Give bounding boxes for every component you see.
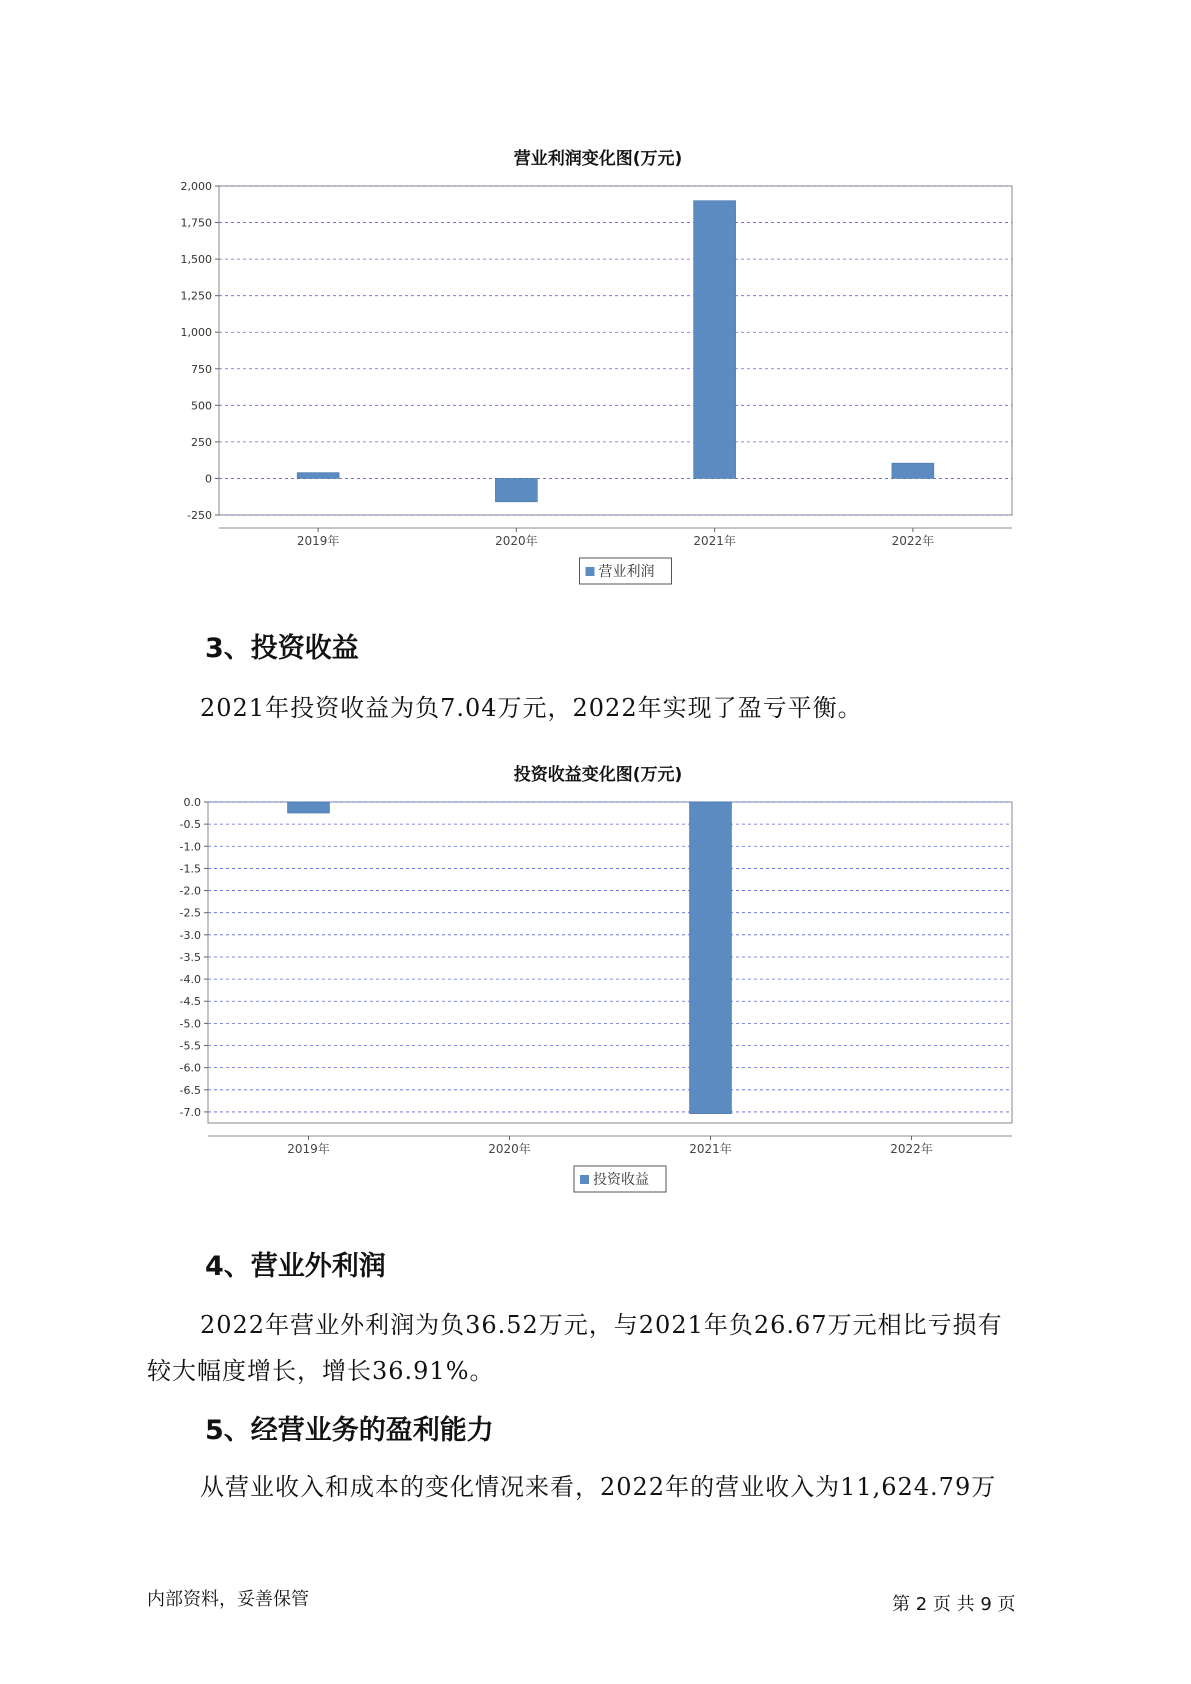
plot-area — [208, 802, 1012, 1123]
y-tick-label: 0.0 — [183, 796, 201, 809]
x-tick-label: 2022年 — [891, 534, 935, 548]
y-tick-label: 1,250 — [180, 289, 212, 303]
y-tick-label: 500 — [191, 399, 212, 413]
bar — [297, 473, 339, 479]
y-tick-label: -4.5 — [179, 995, 201, 1009]
x-tick-label: 2021年 — [693, 534, 736, 548]
y-tick-label: -5.0 — [179, 1017, 201, 1031]
section4-paragraph-line2: 较大幅度增长，增长36.91%。 — [147, 1357, 495, 1385]
bar — [892, 463, 934, 478]
y-tick-label: -0.5 — [179, 818, 201, 832]
bar — [694, 201, 736, 479]
legend-label: 投资收益 — [593, 1172, 649, 1188]
chart2 — [0, 786, 1191, 1206]
x-tick-label: 2022年 — [890, 1142, 933, 1156]
y-tick-label: 1,500 — [180, 253, 212, 267]
y-tick-label: -3.5 — [179, 950, 201, 964]
y-tick-label: 2,000 — [180, 180, 212, 193]
section5-paragraph: 从营业收入和成本的变化情况来看，2022年的营业收入为11,624.79万 — [200, 1473, 997, 1501]
y-tick-label: -4.0 — [179, 973, 201, 987]
y-tick-label: 750 — [191, 362, 212, 376]
bar — [690, 802, 732, 1114]
y-tick-label: -6.5 — [179, 1083, 201, 1097]
x-tick-label: 2021年 — [689, 1142, 732, 1156]
section3-heading: 3、投资收益 — [205, 633, 359, 664]
x-tick-label: 2020年 — [488, 1142, 531, 1156]
y-tick-label: -250 — [187, 509, 212, 522]
bar — [288, 802, 330, 813]
y-tick-label: -6.0 — [179, 1061, 201, 1075]
y-tick-label: 1,750 — [180, 216, 212, 230]
chart1-title: 营业利润变化图(万元) — [513, 149, 683, 169]
y-tick-label: -5.5 — [179, 1039, 201, 1053]
x-tick-label: 2020年 — [495, 534, 538, 548]
x-tick-label: 2019年 — [287, 1142, 330, 1156]
legend-swatch — [586, 567, 595, 576]
legend-label: 营业利润 — [598, 564, 655, 580]
section4-heading: 4、营业外利润 — [205, 1251, 386, 1282]
y-tick-label: 1,000 — [180, 326, 212, 340]
x-tick-label: 2019年 — [296, 534, 340, 548]
footer-left: 内部资料，妥善保管 — [147, 1589, 309, 1610]
section5-heading: 5、经营业务的盈利能力 — [205, 1415, 494, 1446]
y-tick-label: -7.0 — [179, 1105, 201, 1119]
footer-right: 第 2 页 共 9 页 — [892, 1594, 1016, 1615]
y-tick-label: 250 — [191, 435, 212, 449]
section3-paragraph: 2021年投资收益为负7.04万元，2022年实现了盈亏平衡。 — [200, 694, 863, 722]
legend-swatch — [580, 1175, 589, 1184]
chart2-title: 投资收益变化图(万元) — [513, 765, 683, 785]
y-tick-label: 0 — [205, 472, 212, 486]
y-tick-label: -2.5 — [179, 906, 201, 920]
section4-paragraph-line1: 2022年营业外利润为负36.52万元，与2021年负26.67万元相比亏损有 — [200, 1311, 1003, 1339]
chart1 — [0, 170, 1191, 620]
bar — [495, 478, 537, 501]
y-tick-label: -1.5 — [179, 862, 201, 876]
y-tick-label: -1.0 — [179, 840, 201, 854]
y-tick-label: -2.0 — [179, 884, 201, 898]
y-tick-label: -3.0 — [179, 928, 201, 942]
